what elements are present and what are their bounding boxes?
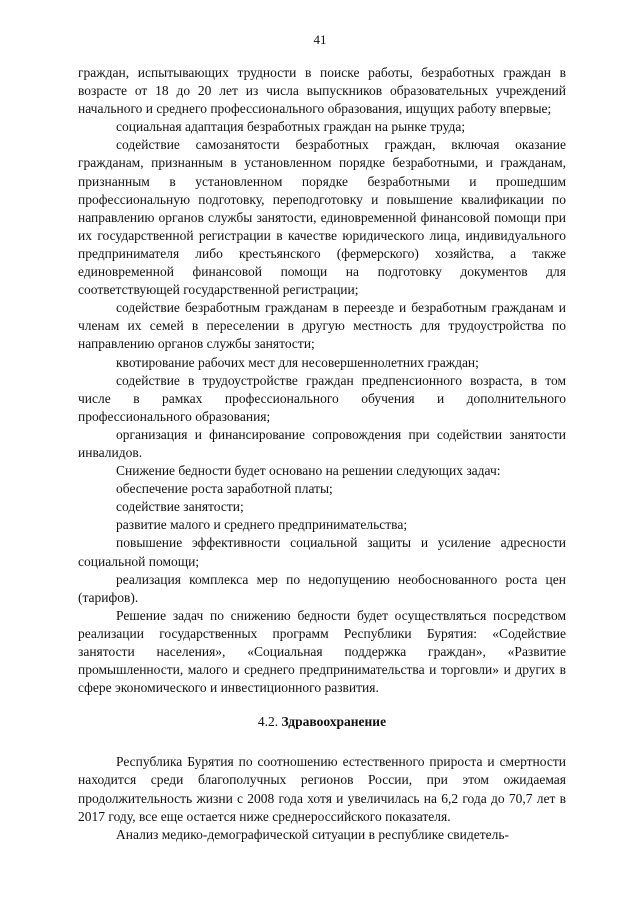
paragraph: содействие самозанятости безработных граждан, включая оказание гражданам, признанным в установленном порядке безработными, и гражданам, признанным в установленном порядке безработными и прошедшим профессиональную подготовку, переподготовку и повышение квалификации по направлению органов службы занятости, единовременной финансовой помощи при их государственной регистрации в качестве юридического лица, индивидуального предпринимателя либо крестьянского (фермерского) хозяйства, а также единовременной финансовой помощи на подготовку документов для соответствующей государственной регистрации; <box>78 137 566 298</box>
paragraph: Республика Бурятия по соотношению естественного прироста и смертности находится среди благополучных регионов России, при этом ожидаемая продолжительность жизни с 2008 года хотя и увеличилась на 6,2 года до 70,7 лет в 2017 году, все еще остается ниже среднероссийского показателя. <box>78 754 566 824</box>
paragraph: повышение эффективности социальной защиты и усиление адресности социальной помощи; <box>78 535 566 569</box>
paragraph: Решение задач по снижению бедности будет осуществляться посредством реализации государственных программ Республики Бурятия: «Содействие занятости населения», «Социальная поддержка граждан», «Развитие промышленности, малого и среднего предпринимательства и торговли» и других в сфере экономического и инвестиционного развития. <box>78 607 566 696</box>
paragraph: содействие безработным гражданам в переезде и безработным гражданам и членам их семей в переселении в другую местность для трудоустройства по направлению органов службы занятости; <box>78 300 566 352</box>
paragraph: обеспечение роста заработной платы; <box>116 481 333 497</box>
paragraph: Анализ медико-демографической ситуации в республике свидетель- <box>116 826 510 842</box>
section-number: 4.2. <box>257 714 279 730</box>
paragraph: социальная адаптация безработных граждан на рынке труда; <box>116 119 466 135</box>
paragraph: реализация комплекса мер по недопущению необоснованного роста цен (тарифов). <box>78 571 566 605</box>
paragraph: содействие занятости; <box>116 499 244 515</box>
paragraph: Снижение бедности будет основано на решении следующих задач: <box>116 463 501 479</box>
section-title: Здравоохранение <box>281 714 387 730</box>
paragraph: квотирование рабочих мест для несовершеннолетних граждан; <box>116 354 479 370</box>
section-heading <box>78 713 566 731</box>
body-text <box>78 64 566 844</box>
paragraph: граждан, испытывающих трудности в поиске работы, безработных граждан в возрасте от 18 до 20 лет из числа выпускников образовательных учреждений начального и среднего профессионального образования, ищущих работу впервые; <box>78 65 566 117</box>
page-number: 41 <box>313 32 327 47</box>
paragraph: содействие в трудоустройстве граждан предпенсионного возраста, в том числе в рамках профессионального обучения и дополнительного профессионального образования; <box>78 372 566 424</box>
paragraph: организация и финансирование сопровождения при содействии занятости инвалидов. <box>78 426 566 460</box>
paragraph: развитие малого и среднего предпринимательства; <box>116 517 408 533</box>
